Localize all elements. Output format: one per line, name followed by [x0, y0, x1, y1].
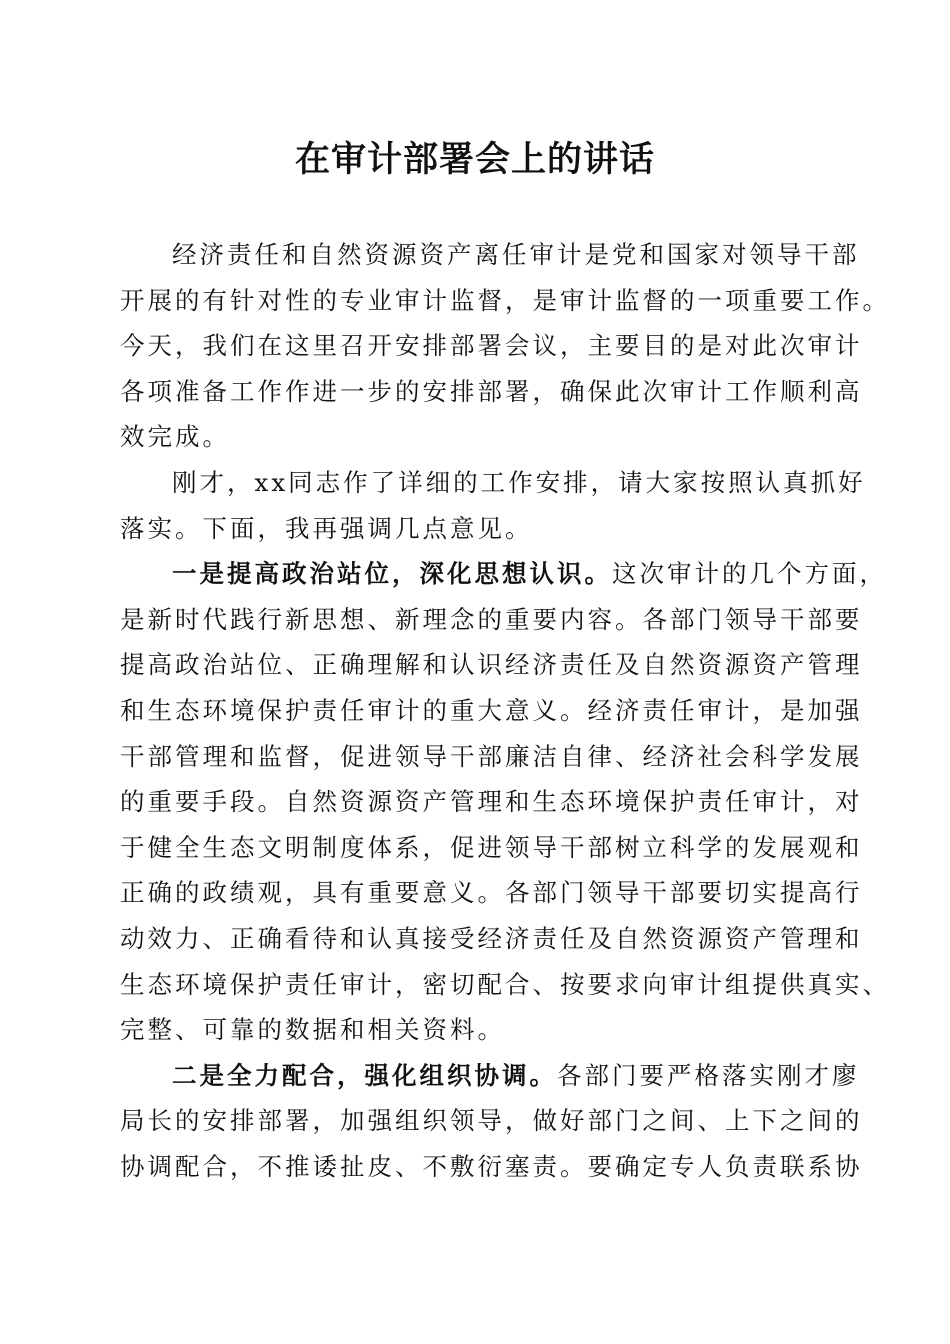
paragraph-line: 提高政治站位、正确理解和认识经济责任及自然资源资产管理	[120, 650, 863, 680]
paragraph-line: 各项准备工作作进一步的安排部署，确保此次审计工作顺利高	[120, 376, 863, 406]
paragraph-line	[120, 551, 887, 597]
paragraph-text: 各部门要严格落实刚才廖	[557, 1060, 860, 1090]
point-heading: 二是全力配合，强化组织协调。	[172, 1060, 557, 1090]
paragraph-line: 刚才，xx同志作了详细的工作安排，请大家按照认真抓好	[172, 467, 866, 497]
paragraph-line: 完整、可靠的数据和相关资料。	[120, 1015, 505, 1045]
paragraph-line: 的重要手段。自然资源资产管理和生态环境保护责任审计，对	[120, 787, 863, 817]
paragraph-line: 落实。下面，我再强调几点意见。	[120, 513, 533, 543]
paragraph-line: 经济责任和自然资源资产离任审计是党和国家对领导干部	[172, 240, 860, 269]
paragraph-line: 于健全生态文明制度体系，促进领导干部树立科学的发展观和	[120, 832, 863, 862]
paragraph-line: 正确的政绩观，具有重要意义。各部门领导干部要切实提高行	[120, 878, 863, 908]
document-title: 在审计部署会上的讲话	[294, 139, 655, 180]
paragraph-point-one	[120, 551, 890, 1053]
paragraph-line: 效完成。	[120, 422, 230, 452]
paragraph-line: 局长的安排部署，加强组织领导，做好部门之间、上下之间的	[120, 1106, 863, 1136]
paragraph-text: 这次审计的几个方面，	[612, 559, 887, 589]
paragraph-line: 今天，我们在这里召开安排部署会议，主要目的是对此次审计	[120, 331, 863, 361]
paragraph-transition	[120, 460, 866, 551]
paragraph-line: 生态环境保护责任审计，密切配合、按要求向审计组提供真实、	[120, 969, 890, 999]
paragraph-line: 动效力、正确看待和认真接受经济责任及自然资源资产管理和	[120, 923, 863, 953]
paragraph-line: 是新时代践行新思想、新理念的重要内容。各部门领导干部要	[120, 604, 863, 634]
paragraph-line: 干部管理和监督，促进领导干部廉洁自律、经济社会科学发展	[120, 741, 863, 771]
paragraph-line: 协调配合，不推诿扯皮、不敷衍塞责。要确定专人负责联系协	[120, 1151, 863, 1181]
paragraph-intro	[120, 232, 890, 460]
paragraph-point-two	[120, 1053, 863, 1190]
paragraph-line	[120, 1053, 860, 1099]
point-heading: 一是提高政治站位，深化思想认识。	[172, 559, 612, 589]
paragraph-line: 开展的有针对性的专业审计监督，是审计监督的一项重要工作。	[120, 285, 890, 315]
paragraph-line: 和生态环境保护责任审计的重大意义。经济责任审计，是加强	[120, 695, 863, 725]
document-body	[120, 232, 890, 1189]
